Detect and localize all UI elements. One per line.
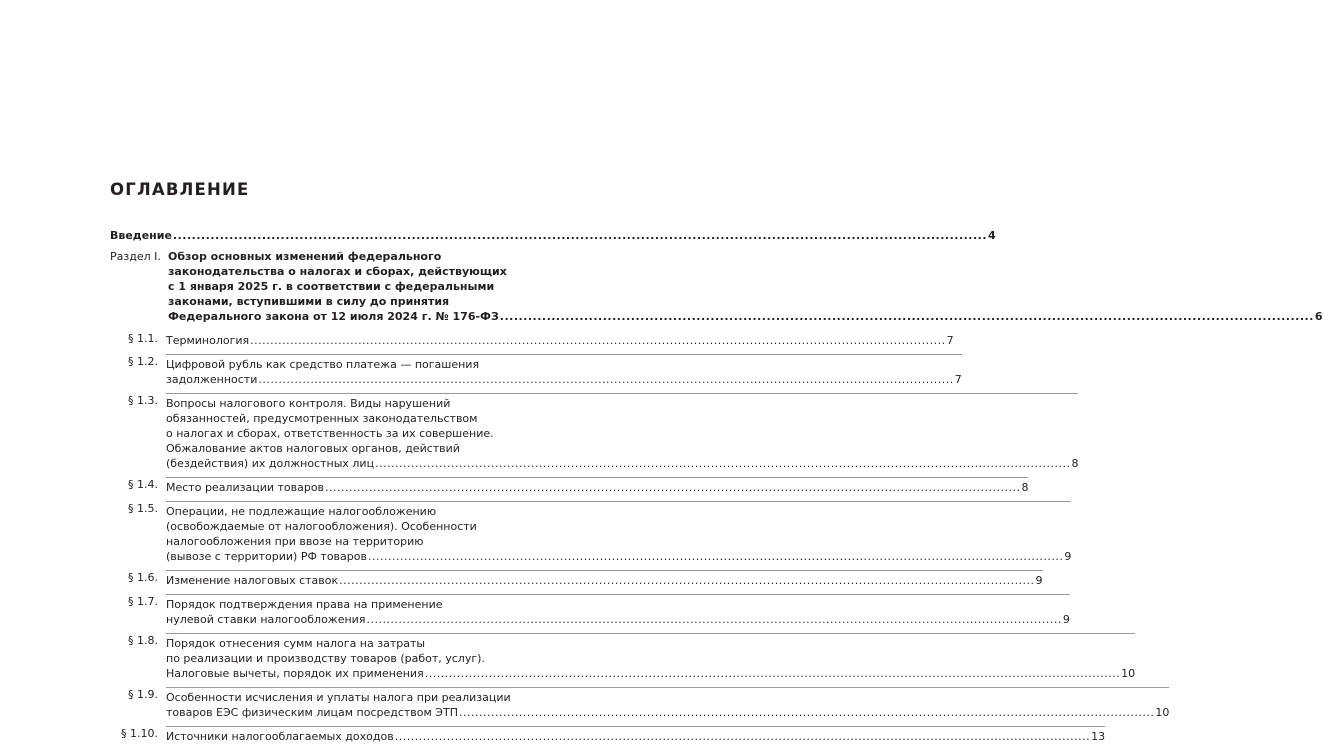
toc-paragraph-number: § 1.8. [128, 634, 158, 647]
dot-leader [325, 480, 1020, 495]
dot-leader [368, 549, 1063, 564]
toc-entry-line: Федерального закона от 12 июля 2024 г. № 176-ФЗ [168, 310, 499, 323]
toc-entry-line: с 1 января 2025 г. в соответствии с федеральными [168, 280, 495, 293]
toc-entry-line: задолженности [166, 373, 258, 386]
toc-entry-line: Порядок подтверждения права на применение [166, 598, 443, 611]
toc-entry-line: Налоговые вычеты, порядок их применения [166, 667, 424, 680]
toc-page-number: 9 [1064, 550, 1072, 563]
toc-entry-line: законодательства о налогах и сборах, действующих [168, 265, 507, 278]
toc-entry-line: Порядок отнесения сумм налога на затраты [166, 637, 426, 650]
toc-entry-paragraph[interactable] [110, 331, 954, 348]
toc-entry-line: обязанностей, предусмотренных законодательством [166, 412, 478, 425]
dot-leader [459, 705, 1154, 720]
dot-leader [500, 309, 1314, 324]
toc-entry-line: Место реализации товаров [166, 481, 325, 494]
toc-entry-line: Обзор основных изменений федерального [168, 250, 442, 263]
toc-paragraph-number: § 1.1. [128, 332, 158, 345]
toc-page-number: 6 [1314, 310, 1323, 323]
toc-page-number: 10 [1121, 667, 1136, 680]
dot-leader [375, 456, 1070, 471]
dot-leader [395, 729, 1090, 744]
toc-entry-paragraph[interactable] [110, 594, 1070, 627]
toc-paragraph-number: § 1.7. [128, 595, 158, 608]
toc-entry-paragraph[interactable] [110, 393, 1079, 471]
toc-entry-paragraph[interactable] [110, 570, 1043, 588]
toc-entry-paragraph[interactable] [110, 633, 1136, 681]
toc-paragraph-number: § 1.2. [128, 355, 158, 368]
toc-paragraph-number: § 1.5. [128, 502, 158, 515]
toc-paragraph-number: § 1.9. [128, 688, 158, 701]
toc-paragraph-list [110, 331, 1170, 744]
toc-page-number: 7 [954, 373, 962, 386]
toc-entry-paragraph[interactable] [110, 726, 1106, 744]
toc-paragraph-number: § 1.4. [128, 478, 158, 491]
toc-paragraph-number: § 1.6. [128, 571, 158, 584]
dot-leader [339, 573, 1034, 588]
toc-page-number: 4 [988, 229, 996, 242]
toc-entry-title: Введение [110, 229, 172, 242]
toc-page-number: 10 [1155, 706, 1170, 719]
toc-entry-line: (освобождаемые от налогообложения). Особенности [166, 520, 477, 533]
toc-entry-line: Особенности исчисления и уплаты налога при реализации [166, 691, 511, 704]
toc-page-number: 8 [1071, 457, 1079, 470]
toc-entry-line: Операции, не подлежащие налогообложению [166, 505, 437, 518]
toc-entry-line: нулевой ставки налогообложения [166, 613, 366, 626]
toc-entry-section-1[interactable] [110, 249, 1323, 324]
toc-entry-line: товаров ЕЭС физическим лицам посредством ЭТП [166, 706, 458, 719]
toc-entry-line: Источники налогооблагаемых доходов [166, 730, 394, 743]
toc-page-number: 9 [1035, 574, 1043, 587]
toc-entry-intro[interactable] [110, 228, 996, 243]
toc-entry-paragraph[interactable] [110, 501, 1072, 564]
toc-paragraph-number: § 1.10. [121, 727, 158, 740]
dot-leader [258, 372, 953, 387]
toc-entry-line: о налогах и сборах, ответственность за их совершение. [166, 427, 494, 440]
toc-entry-paragraph[interactable] [110, 687, 1170, 720]
toc-entry-line: Терминология [166, 334, 250, 347]
toc-entry-line: по реализации и производству товаров (работ, услуг). [166, 652, 485, 665]
toc-entry-line: законами, вступившими в силу до принятия [168, 295, 450, 308]
dot-leader [425, 666, 1120, 681]
toc-paragraph-number: § 1.3. [128, 394, 158, 407]
toc-entry-line: (бездействия) их должностных лиц [166, 457, 375, 470]
dot-leader [366, 612, 1061, 627]
toc-entry-line: Вопросы налогового контроля. Виды нарушений [166, 397, 451, 410]
toc-entry-line: Изменение налоговых ставок [166, 574, 339, 587]
dot-leader [173, 228, 987, 243]
toc-entry-paragraph[interactable] [110, 354, 962, 387]
toc-entry-paragraph[interactable] [110, 477, 1029, 495]
toc-page-number: 9 [1062, 613, 1070, 626]
toc-page-number: 7 [946, 334, 954, 347]
toc-entry-line: Цифровой рубль как средство платежа — погашения [166, 358, 480, 371]
table-of-contents [110, 228, 1323, 750]
toc-entry-line: налогообложения при ввозе на территорию [166, 535, 424, 548]
toc-page-number: 13 [1091, 730, 1106, 743]
toc-heading: ОГЛАВЛЕНИЕ [110, 180, 250, 199]
toc-page-number: 8 [1021, 481, 1029, 494]
toc-entry-line: Обжалование актов налоговых органов, действий [166, 442, 460, 455]
toc-entry-line: (вывозе с территории) РФ товаров [166, 550, 367, 563]
dot-leader [250, 333, 945, 348]
toc-section-label: Раздел I. [110, 250, 161, 263]
